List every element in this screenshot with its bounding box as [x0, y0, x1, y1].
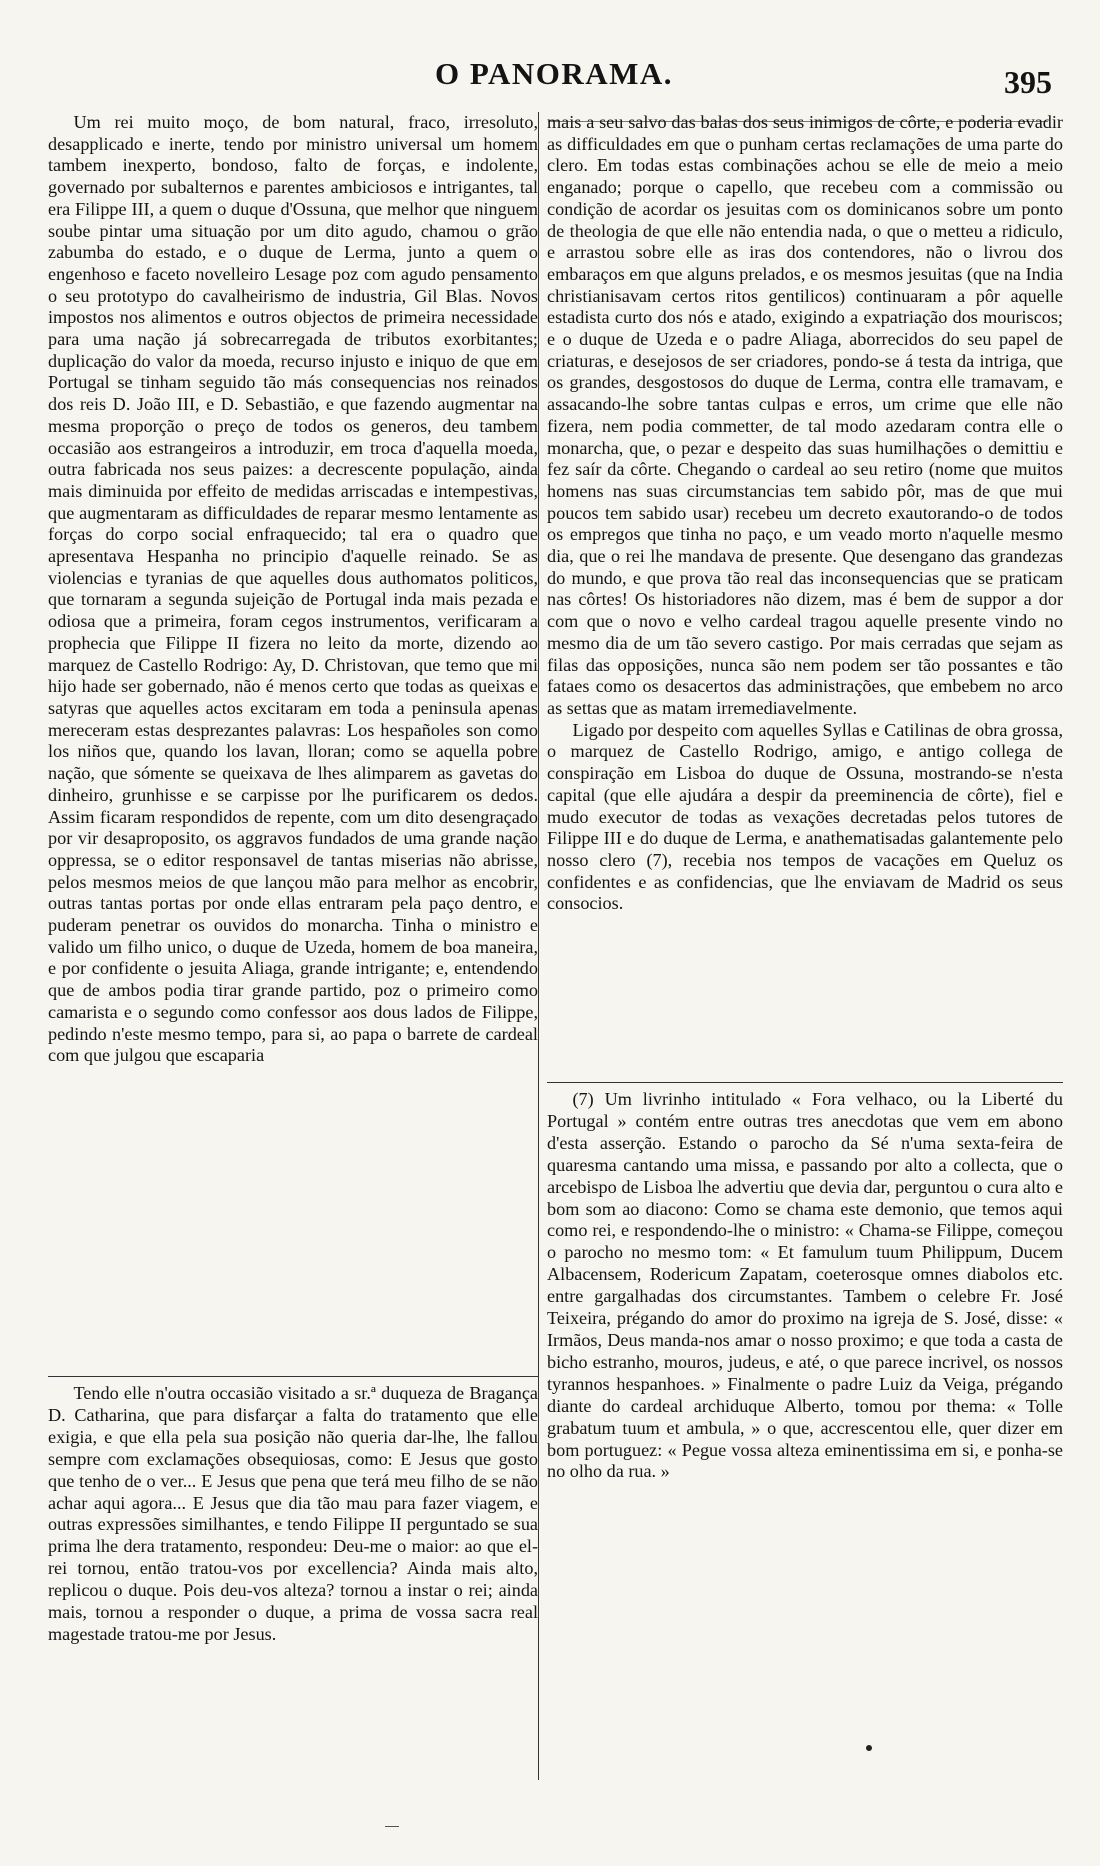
- right-footnote: [547, 1089, 1063, 1483]
- end-mark: [866, 1745, 872, 1751]
- left-main-paragraph: Um rei muito moço, de bom natural, fraco, irresoluto, desapplicado e inerte, tendo por ministro universal um homem tambem inexperto, bondoso, falto de forças, e indolente, governado por subalternos e parentes ambiciosos e intrigantes, tal era Filippe III, a quem o duque d'Ossuna, que melhor que ninguem soube pintar uma situação por um dito agudo, chamou o grão zabumba do estado, e o duque de Lerma, junto a quem o engenhoso e faceto novelleiro Lesage poz com agudo pensamento o seu prototypo do cavalheirismo de industria, Gil Blas. Novos impostos nos alimentos e outros objectos de primeira necessidade para uma nação já sobrecarregada de tributos exorbitantes; duplicação do valor da moeda, recurso injusto e iniquo de que em Portugal se tinham seguido tão más consequencias nos reinados dos reis D. João III, e D. Sebastião, e que fazendo augmentar na mesma proporção o preço de todos os generos, deu tambem occasião aos estrangeiros a introduzir, em troca d'aquella moeda, outra fabricada nos seus paizes: a decrescente população, ainda mais diminuida por effeito de medidas arriscadas e intempestivas, que augmentaram as difficuldades de reparar mesmo lentamente as forças do corpo social enfraquecido; tal era o quadro que apresentava Hespanha no principio d'aquelle reinado. Se as violencias e tyranias de que aquelles dous authomatos politicos, que tornaram a segunda sujeição de Portugal inda mais pezada e odiosa que a primeira, foram cegos instrumentos, verificaram a prophecia que Filippe II fizera no leito da morte, dizendo ao marquez de Castello Rodrigo: Ay, D. Christovan, que temo que mi hijo hade ser gobernado, não é menos certo que todas as queixas e satyras que aquelles actos excitaram em toda a peninsula apenas mereceram estas desprezantes palavras: Los hespañoles son como los niños que, quando los lavan, lloran; como se aquella pobre nação, que sómente se queixava de lhes alimparem as gavetas do dinheiro, grunhisse e se carpisse por lhe purificarem os dedos. Assim ficaram respondidos de repente, com um dito desengraçado por vir desaproposito, os aggravos fundados de uma grande nação oppressa, se o editor responsavel de tantas miserias não abrisse, pelos mesmos meios de que lançou mão para melhor as encobrir, outras tantas portas por onde ellas entraram pela paço dentro, e puderam penetrar os ouvidos do monarcha. Tinha o ministro e valido um filho unico, o duque de Uzeda, homem de boa maneira, e por confidente o jesuita Aliaga, grande intrigante; e, entendendo que de ambos podia tirar grande partido, poz o primeiro como camarista e o segundo como confessor aos dous lados de Filippe, pedindo n'este mesmo tempo, para si, ao papa o barrete de cardeal com que julgou que escaparia: [48, 112, 538, 1066]
- page-header: [48, 52, 1060, 100]
- page-number: 395: [1004, 64, 1052, 100]
- column-divider: [538, 112, 539, 1780]
- right-footnote-rule: [547, 1082, 1063, 1083]
- right-footnote-text: (7) Um livrinho intitulado « Fora velhaco, ou la Liberté du Portugal » contém entre outras tres anecdotas que vem em abono d'esta asserção. Estando o parocho da Sé n'uma sexta-feira de quaresma cantando uma missa, e passando por alto a collecta, que o arcebispo de Lisboa lhe advertiu que devia dar, perguntou o cura alto e bom som ao diacono: Como se chama este demonio, que temos aqui como rei, e respondendo-lhe o ministro: « Chama-se Filippe, começou o parocho no mesmo tom: « Et famulum tuum Philippum, Ducem Albacensem, Rodericum Zapatam, coeterosque omnes diabolos etc. entre gargalhadas dos circumstantes. Tambem o celebre Fr. José Teixeira, prégando do amor do proximo na igreja de S. José, disse: « Irmãos, Deus manda-nos amar o nosso proximo; e que toda a casta de bicho estranho, mouros, judeus, e até, o que parece incrivel, os nossos tyrannos hespanhoes. » Finalmente o padre Luiz da Veiga, prégando diante do cardeal archiduque Alberto, tomou por thema: « Tolle grabatum tuum et ambula, » o que, accrescentou elle, quer dizer em bom portuguez: « Pegue vossa alteza eminentissima em si, e ponha-se no olho da rua. »: [547, 1089, 1063, 1482]
- page-foot-dash: [385, 1826, 399, 1827]
- left-footnote-rule: [48, 1376, 538, 1377]
- right-column: [547, 112, 1063, 915]
- journal-title: O PANORAMA.: [434, 56, 674, 91]
- left-column: [48, 112, 538, 1067]
- right-paragraph-1: mais a seu salvo das balas dos seus inimigos de côrte, e poderia evadir as difficuldades em que o punham certas reclamações de uma parte do clero. Em todas estas combinações achou se elle de meio a meio enganado; porque o capello, que recebeu com a commissão ou condição de acordar os jesuitas com os dominicanos sobre um ponto de theologia de que elle não entendia nada, o que o metteu a ridiculo, e arrastou sobre elle as iras dos contendores, não o livrou dos embaraços em que alguns prelados, e os mesmos jesuitas (que na India christianisavam certos ritos gentilicos) continuaram a pôr aquelle estadista curto dos nós e atado, exigindo a expatriação dos mouriscos; e o duque de Uzeda e o padre Aliaga, aborrecidos do seu papel de criaturas, e desejosos de ser criadores, pondo-se á testa da intriga, que os grandes, desgostosos do duque de Lerma, contra elle tramavam, e assacando-lhe sobre tantas culpas e erros, um crime que elle não fizera, nem podia commetter, de tal modo azedaram contra elle o monarcha, que, o pezar e despeito das suas humilhações o demittiu e fez saír da côrte. Chegando o cardeal ao seu retiro (nome que muitos homens nas suas circumstancias tem sabido pôr, mas de que mui poucos tem sabido usar) recebeu um decreto exautorando-o de todos os empregos que tinha no paço, e um veado morto n'aquelle mesmo dia, que o rei lhe mandava de presente. Que desengano das grandezas do mundo, e que prova tão real das inconsequencias que se praticam nas côrtes! Os historiadores não dizem, mas é bem de suppor a dor com que o novo e velho cardeal tragou aquelle presente vindo no mesmo dia de um tão severo castigo. Por mais cerradas que sejam as filas das opposições, nunca são nem podem ser tão possantes e tão fataes como os desacertos das administrações, que embebem no arco as settas que as matam irremediavelmente.: [547, 112, 1063, 718]
- right-paragraph-2: Ligado por despeito com aquelles Syllas e Catilinas de obra grossa, o marquez de Castello Rodrigo, amigo, e antigo collega de conspiração em Lisboa do duque de Ossuna, mostrando-se n'esta capital (que elle ajudára a despir da preeminencia de côrte), fiel e mudo executor de todas as vexações decretadas pelos tutores de Filippe III e do duque de Lerma, e anathematisadas galantemente pelo nosso clero (7), recebia nos tempos de vacações em Queluz os confidentes e as confidencias, que lhe enviavam de Madrid os seus consocios.: [547, 719, 1063, 914]
- left-footnote-text: Tendo elle n'outra occasião visitado a sr.ª duqueza de Bragança D. Catharina, que para disfarçar a falta do tratamento que elle exigia, e que ella pela sua posição não queria dar-lhe, lhe fallou sempre com exclamações obsequiosas, como: E Jesus que gosto que tenho de o ver... E Jesus que pena que terá meu filho de se não achar aqui agora... E Jesus que dia tão mau para fazer viagem, e outras expressões similhantes, e tendo Filippe II perguntado se sua prima lhe dera tratamento, respondeu: Deu-me o maior: ao que el-rei tornou, então tratou-vos por excellencia? Ainda mais alto, replicou o duque. Pois deu-vos alteza? tornou a instar o rei; ainda mais, tornou a responder o duque, a prima de vossa sacra real magestade tratou-me por Jesus.: [48, 1383, 538, 1644]
- left-footnote: [48, 1383, 538, 1646]
